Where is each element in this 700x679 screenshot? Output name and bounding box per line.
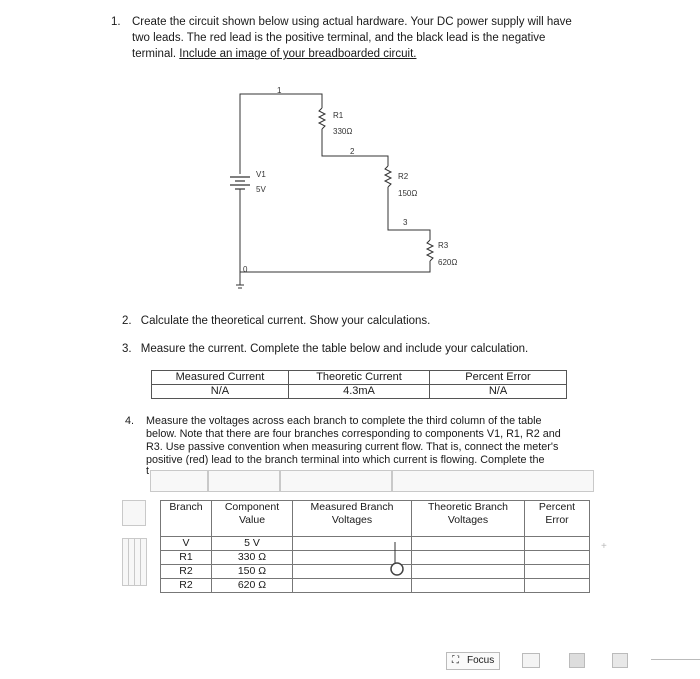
page-icon[interactable]: [569, 653, 585, 668]
percent-error-cell[interactable]: [525, 565, 590, 579]
wire-bottom: [240, 196, 430, 272]
theoretic-voltage-cell[interactable]: [412, 579, 525, 593]
voltage-table-row: [161, 551, 590, 565]
voltage-table-row: [161, 537, 590, 551]
focus-label: Focus: [467, 655, 495, 666]
focus-button[interactable]: [446, 652, 500, 670]
current-table-header: Percent Error: [430, 371, 567, 385]
wire-r1-r2: [322, 129, 388, 166]
branch-cell: R1: [161, 551, 212, 565]
component-value-cell: 330 Ω: [212, 551, 293, 565]
current-table-cell[interactable]: 4.3mA: [288, 385, 429, 399]
voltage-table-row: [161, 579, 590, 593]
voltage-table-header: Branch: [161, 501, 212, 537]
question-4-line5: t: [146, 465, 149, 477]
question-4-number: 4.: [125, 415, 135, 427]
question-1-line2: two leads. The red lead is the positive terminal, and the black lead is the negative: [132, 32, 546, 44]
question-4-line1: Measure the voltages across each branch to complete the third column of the table: [146, 415, 542, 427]
battery-name: V1: [256, 170, 266, 179]
row-selector[interactable]: [140, 538, 147, 586]
component-value-cell: 620 Ω: [212, 579, 293, 593]
overlay-box[interactable]: [208, 470, 280, 492]
component-value-cell: 150 Ω: [212, 565, 293, 579]
node-0-label: 0: [243, 265, 248, 274]
overlay-box[interactable]: [392, 470, 594, 492]
component-value-cell: 5 V: [212, 537, 293, 551]
percent-error-cell[interactable]: [525, 551, 590, 565]
focus-icon: ⛶: [452, 655, 459, 666]
resistor-r3-value: 620Ω: [438, 258, 458, 267]
row-selector[interactable]: [122, 500, 146, 526]
theoretic-voltage-cell[interactable]: [412, 565, 525, 579]
theoretic-voltage-cell[interactable]: [412, 537, 525, 551]
layout-icon[interactable]: [522, 653, 540, 668]
voltage-table-header: Measured Branch Voltages: [293, 501, 412, 537]
resistor-r1-value: 330Ω: [333, 127, 353, 136]
voltage-table: [160, 500, 590, 593]
node-3-label: 3: [403, 218, 408, 227]
resistor-r1-symbol: [319, 108, 325, 129]
branch-cell: R2: [161, 565, 212, 579]
node-2-label: 2: [350, 147, 355, 156]
branch-cell: V: [161, 537, 212, 551]
web-layout-icon[interactable]: [612, 653, 628, 668]
voltage-table-row: [161, 565, 590, 579]
resistor-r3-symbol: [427, 240, 433, 261]
node-1-label: 1: [277, 86, 282, 95]
question-3-text: Measure the current. Complete the table below and include your calculation.: [140, 343, 529, 355]
current-table-cell[interactable]: N/A: [152, 385, 289, 399]
question-4-line3: R3. Use passive convention when measuring current flow. That is, connect the meter's: [146, 441, 559, 453]
branch-cell: R2: [161, 579, 212, 593]
voltage-table-header: Theoretic Branch Voltages: [412, 501, 525, 537]
plus-icon: +: [601, 541, 607, 552]
voltage-table-header: Component Value: [212, 501, 293, 537]
overlay-box[interactable]: [150, 470, 208, 492]
current-table-header-row: [152, 371, 567, 385]
current-table: [151, 370, 567, 399]
percent-error-cell[interactable]: [525, 579, 590, 593]
question-4-line2: below. Note that there are four branches corresponding to components V1, R1, R2 and: [146, 428, 561, 440]
text-cursor-handle[interactable]: [388, 540, 410, 582]
current-table-header: Measured Current: [152, 371, 289, 385]
question-1-line1: Create the circuit shown below using actual hardware. Your DC power supply will have: [132, 16, 572, 28]
current-table-row: [152, 385, 567, 399]
resistor-r2-value: 150Ω: [398, 189, 418, 198]
battery-value: 5V: [256, 185, 266, 194]
voltage-table-header: Percent Error: [525, 501, 590, 537]
resistor-r2-name: R2: [398, 172, 409, 181]
question-4-line4: positive (red) lead to the branch terminal into which current is flowing. Complete the: [146, 454, 545, 465]
question-3-number: 3.: [122, 343, 132, 355]
question-2-number: 2.: [122, 315, 132, 327]
current-table-header: Theoretic Current: [288, 371, 429, 385]
theoretic-voltage-cell[interactable]: [412, 551, 525, 565]
percent-error-cell[interactable]: [525, 537, 590, 551]
question-1-line3: terminal.: [132, 48, 180, 60]
question-2-text: Calculate the theoretical current. Show your calculations.: [140, 315, 431, 327]
question-2: [122, 313, 430, 329]
resistor-r1-name: R1: [333, 111, 344, 120]
zoom-slider-track[interactable]: [651, 659, 700, 660]
question-3: [122, 341, 528, 357]
overlay-box[interactable]: [280, 470, 392, 492]
voltage-table-header-row: [161, 501, 590, 537]
current-table-cell[interactable]: N/A: [430, 385, 567, 399]
question-1-link-text: Include an image of your breadboarded circuit.: [179, 48, 417, 60]
resistor-r2-symbol: [385, 166, 391, 187]
resistor-r3-name: R3: [438, 241, 449, 250]
wire-top: [240, 94, 322, 174]
question-1-number: 1.: [111, 16, 121, 28]
